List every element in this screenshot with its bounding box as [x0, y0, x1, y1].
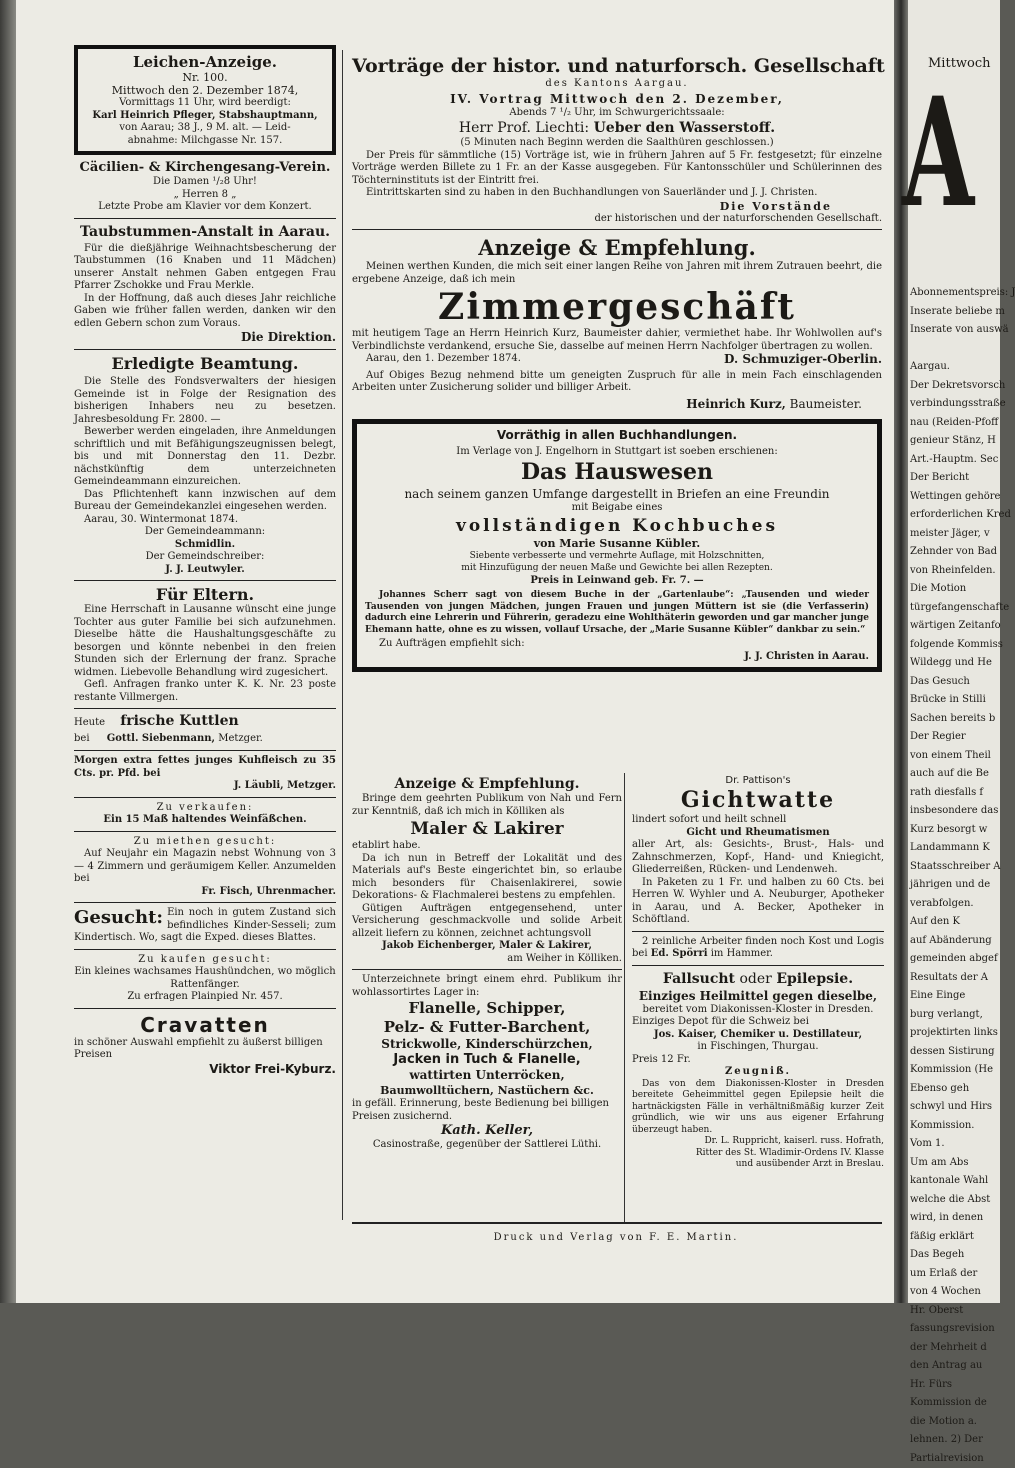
- epi-t4: Einziges Heilmittel gegen dieselbe,: [632, 988, 884, 1004]
- np-line: Das Gesuch: [910, 673, 1015, 692]
- divider: [352, 229, 882, 230]
- epi-s1: Dr. L. Ruppricht, kaiserl. russ. Hofrath,: [632, 1136, 884, 1148]
- kuttlen-l1b: frische Kuttlen: [120, 713, 238, 729]
- cravatten-title: Cravatten: [74, 1013, 336, 1037]
- divider: [74, 750, 336, 751]
- np-line: Kommission de: [910, 1394, 1015, 1413]
- beamtung-name2: J. J. Leutwyler.: [74, 564, 336, 577]
- epilepsie-ad: [632, 970, 884, 1171]
- vortraege-p1: Der Preis für sämmtliche (15) Vorträge ist, wie in frühern Jahren auf 5 Fr. festgesetzt; für einzelne Vorträge werden Billete zu 1 Fr. an der Kasse ausgegeben. Für Kantonsschüler und Schülerinnen des Töchterninstituts ist der Eintritt frei.: [352, 150, 882, 188]
- vortraege-sig1: Die Vorstände: [352, 200, 832, 213]
- np-line: wärtigen Zeitanfo: [910, 617, 1015, 636]
- adjacent-page: [908, 0, 1000, 1303]
- kuttlen-l2c: Metzger.: [218, 733, 263, 744]
- np-line: Kommission (He: [910, 1061, 1015, 1080]
- np-line: verabfolgen.: [910, 895, 1015, 914]
- flanelle-l5: wattirten Unterröcken,: [352, 1068, 622, 1083]
- np-text: [910, 284, 1015, 1468]
- vortraege-sig2: der historischen und der naturforschenden Gesellschaft.: [352, 213, 882, 226]
- vortraege-l4: (5 Minuten nach Beginn werden die Saalthüren geschlossen.): [352, 137, 882, 150]
- divider: [74, 949, 336, 950]
- vortraege-title: Vorträge der histor. und naturforsch. Gesellschaft: [352, 55, 882, 78]
- np-line: der Mehrheit d: [910, 1339, 1015, 1358]
- taub-p2: In der Hoffnung, daß auch dieses Jahr reichliche Gaben wie früher fallen werden, danken wir den edlen Gebern schon zum Voraus.: [74, 293, 336, 331]
- gicht-pre: Dr. Pattison's: [632, 775, 884, 787]
- arbeiter-tail: im Hammer.: [711, 948, 773, 959]
- taub-p1: Für die dießjährige Weihnachtsbescherung der Taubstummen (16 Knaben und 11 Mädchen) unserer Anstalt nehmen Gaben entgegen Frau Pfarrer Zschokke und Frau Merkle.: [74, 243, 336, 293]
- erledigte-beamtung: [74, 354, 336, 576]
- np-line: auch auf die Be: [910, 765, 1015, 784]
- np-line: von Rheinfelden.: [910, 562, 1015, 581]
- np-line: Zehnder von Bad: [910, 543, 1015, 562]
- taub-title: Taubstummen-Anstalt in Aarau.: [74, 223, 336, 241]
- zimmer-big: Zimmergeschäft: [352, 286, 882, 328]
- verkaufen-title: Zu verkaufen:: [74, 802, 336, 815]
- divider: [74, 580, 336, 581]
- np-line: Um am Abs: [910, 1154, 1015, 1173]
- haus-big: Das Hauswesen: [365, 458, 869, 486]
- np-line: wird, in denen: [910, 1209, 1015, 1228]
- flanelle-intro: Unterzeichnete bringt einem ehrd. Publikum ihr wohlassortirtes Lager in:: [352, 974, 622, 999]
- epi-l2: Einziges Depot für die Schweiz bei: [632, 1016, 884, 1029]
- np-line: rath diesfalls f: [910, 784, 1015, 803]
- flanelle-p: in gefäll. Erinnerung, beste Bedienung bei billigen Preisen zusichernd.: [352, 1098, 622, 1123]
- np-line: die Motion a.: [910, 1413, 1015, 1432]
- epi-t3: Epilepsie.: [776, 971, 853, 987]
- zimmer-p2: mit heutigem Tage an Herrn Heinrich Kurz, Baumeister dahier, vermiethet habe. Ihr Wohlwollen auf's Verbindlichste verdankend, ersuche Sie, dasselbe auf meinen Herrn Nachfolger übertragen zu wollen.: [352, 328, 882, 353]
- np-line: Inserate von auswä: [910, 321, 1015, 340]
- maler-big: Maler & Lakirer: [352, 818, 622, 840]
- leichen-date: Mittwoch den 2. Dezember 1874,: [84, 84, 326, 97]
- haus-l1: Im Verlage von J. Engelhorn in Stuttgart ist soeben erschienen:: [365, 446, 869, 459]
- gicht-title: Gichtwatte: [632, 787, 884, 814]
- flanelle-l1: Flanelle, Schipper,: [352, 999, 622, 1018]
- maler-p2: etablirt habe.: [352, 840, 622, 853]
- right-column: [352, 55, 882, 672]
- footer-rule: [352, 1222, 882, 1224]
- epi-l3: Jos. Kaiser, Chemiker u. Destillateur,: [632, 1029, 884, 1042]
- maler-p1: Bringe dem geehrten Publikum von Nah und Fern zur Kenntniß, daß ich mich in Kölliken als: [352, 793, 622, 818]
- np-line: von 4 Wochen: [910, 1283, 1015, 1302]
- caecilien-title: Cäcilien- & Kirchengesang-Verein.: [74, 159, 336, 176]
- flanelle-ad: [352, 974, 622, 1152]
- gesucht-title: Gesucht:: [74, 907, 163, 929]
- zimmergeschaeft-ad: [352, 234, 882, 413]
- divider: [74, 708, 336, 709]
- haus-l7: Preis in Leinwand geb. Fr. 7. —: [365, 575, 869, 588]
- beamtung-p2: Bewerber werden eingeladen, ihre Anmeldungen schriftlich und mit Befähigungszeugnissen belegt, bis und mit Donnerstag den 11. Dezbr. nächstkünftig dem unterzeichneten Gemeindeammann einzureichen.: [74, 426, 336, 489]
- np-line: von einem Theil: [910, 747, 1015, 766]
- np-line: erforderlichen Kred: [910, 506, 1015, 525]
- maler-sig1: Jakob Eichenberger, Maler & Lakirer,: [352, 940, 622, 953]
- maler-p3: Da ich nun in Betreff der Lokalität und des Materials auf's Beste eingerichtet bin, so erlaube mich besonders für Chaisenlakirerei, sowie Dekorations- & Flachmalerei bestens zu empfehlen.: [352, 853, 622, 903]
- newspaper-page: [16, 0, 894, 1303]
- np-line: projektirten links: [910, 1024, 1015, 1043]
- divider: [74, 831, 336, 832]
- np-line: folgende Kommiss: [910, 636, 1015, 655]
- zimmer-sig2b: Baumeister.: [790, 397, 862, 411]
- zimmer-p3: Auf Obiges Bezug nehmend bitte um geneigten Zuspruch für alle in mein Fach einschlagenden Arbeiten unter Zusicherung solider und billiger Arbeit.: [352, 370, 882, 395]
- np-line: Brücke in Stilli: [910, 691, 1015, 710]
- cravatten-p: in schöner Auswahl empfiehlt zu äußerst billigen Preisen: [74, 1037, 336, 1062]
- kaufen-title: Zu kaufen gesucht:: [74, 954, 336, 967]
- flanelle-addr: Casinostraße, gegenüber der Sattlerei Lüthi.: [352, 1139, 622, 1152]
- zu-miethen: [74, 836, 336, 899]
- vortraege-p2: Eintrittskarten sind zu haben in den Buchhandlungen von Sauerländer und J. J. Christen.: [352, 187, 882, 200]
- gesucht-ad: [74, 907, 336, 945]
- leichen-title: Leichen-Anzeige.: [84, 53, 326, 71]
- maler-title: Anzeige & Empfehlung.: [352, 775, 622, 793]
- kuttlen-l2a: bei: [74, 733, 90, 744]
- np-line: Wettingen gehöre: [910, 488, 1015, 507]
- verkaufen-p: Ein 15 Maß haltendes Weinfäßchen.: [74, 814, 336, 827]
- np-line: Partialrevision: [910, 1450, 1015, 1468]
- arbeiter-p: 2 reinliche Arbeiter finden noch Kost und Logis bei: [632, 936, 884, 960]
- caecilien-l3: Letzte Probe am Klavier vor dem Konzert.: [74, 201, 336, 214]
- np-line: kantonale Wahl: [910, 1172, 1015, 1191]
- eltern-title: Für Eltern.: [74, 585, 336, 604]
- leichen-text3: von Aarau; 38 J., 9 M. alt. — Leid-: [84, 122, 326, 135]
- epi-t1: Fallsucht: [663, 971, 735, 987]
- kuttlen-l1a: Heute: [74, 717, 105, 728]
- epi-l4: in Fischingen, Thurgau.: [632, 1041, 884, 1054]
- np-line: Auf den K: [910, 913, 1015, 932]
- np-line: Inserate beliebe m: [910, 303, 1015, 322]
- miethen-title: Zu miethen gesucht:: [74, 836, 336, 849]
- maler-p4: Gütigen Aufträgen entgegensehend, unter Versicherung geschmackvolle und solide Arbeit allzeit liefern zu können, zeichnet achtungsvoll: [352, 903, 622, 941]
- np-line: türgefangenschafte: [910, 599, 1015, 618]
- vortraege-sub: des Kantons Aargau.: [352, 78, 882, 91]
- np-line: Staatsschreiber A: [910, 858, 1015, 877]
- beamtung-p1: Die Stelle des Fondsverwalters der hiesigen Gemeinde ist in Folge der Resignation des bisherigen Inhabers neu zu besetzen. Jahresbesoldung Fr. 2800. —: [74, 376, 336, 426]
- np-line: Art.-Hauptm. Sec: [910, 451, 1015, 470]
- right-lower-right: [632, 775, 884, 1171]
- gesucht-p: Ein noch in gutem Zustand sich befindliches Kinder-Sesseli; zum Kindertisch. Wo, sagt die Exped. dieses Blattes.: [74, 907, 336, 945]
- leichen-text2: Karl Heinrich Pfleger, Stabshauptmann,: [84, 110, 326, 123]
- column-divider: [342, 50, 343, 1220]
- gicht-p2: In Paketen zu 1 Fr. und halben zu 60 Cts. bei Herren W. Wyhler und A. Neuburger, Apotheker in Aarau, und A. Becker, Apotheker in Schöftland.: [632, 877, 884, 927]
- haus-l6: mit Hinzufügung der neuen Maße und Gewichte bei allen Rezepten.: [365, 562, 869, 575]
- beamtung-name1: Schmidlin.: [74, 539, 336, 552]
- np-line: dessen Sistirung: [910, 1043, 1015, 1062]
- np-line: Die Motion: [910, 580, 1015, 599]
- np-line: Abonnementspreis: J: [910, 284, 1015, 303]
- np-line: auf Abänderung: [910, 932, 1015, 951]
- epi-zeug: Zeugniß.: [632, 1066, 884, 1079]
- np-line: Landammann K: [910, 839, 1015, 858]
- divider: [74, 797, 336, 798]
- taubstummen-anstalt: [74, 223, 336, 346]
- fuer-eltern: [74, 585, 336, 704]
- np-line: Wildegg und He: [910, 654, 1015, 673]
- zimmer-date: Aarau, den 1. Dezember 1874.: [366, 353, 521, 364]
- np-line: Hr. Oberst: [910, 1302, 1015, 1321]
- arbeiter-ad: [632, 936, 884, 961]
- np-line: Aargau.: [910, 358, 1015, 377]
- haus-l4: von Marie Susanne Kübler.: [365, 537, 869, 550]
- np-line: insbesondere das: [910, 802, 1015, 821]
- kuttlen-l2b: Gottl. Siebenmann,: [107, 733, 215, 744]
- np-line: den Antrag au: [910, 1357, 1015, 1376]
- np-line: Kommission.: [910, 1117, 1015, 1136]
- np-line: Sachen bereits b: [910, 710, 1015, 729]
- epi-p: Das von dem Diakonissen-Kloster in Dresden bereitete Geheimmittel gegen Epilepsie heilt die hartnäckigsten Fälle in verhältnißmäßig kurzer Zeit gründlich, wie wir uns aus eigener Erfahrung überzeugt haben.: [632, 1079, 884, 1137]
- np-line: jährigen und de: [910, 876, 1015, 895]
- taub-sig: Die Direktion.: [74, 330, 336, 345]
- caecilien-verein: [74, 159, 336, 214]
- kuhfleisch-ad: [74, 755, 336, 793]
- gichtwatte-ad: [632, 775, 884, 927]
- vortraege-l3b: Ueber den Wasserstoff.: [594, 120, 776, 136]
- vortraege-l1: IV. Vortrag Mittwoch den 2. Dezember,: [352, 91, 882, 107]
- right-lower-left: [352, 775, 622, 1152]
- zu-kaufen: [74, 954, 336, 1004]
- kaufen-p2: Zu erfragen Plainpied Nr. 457.: [74, 991, 336, 1004]
- cravatten-ad: [74, 1013, 336, 1077]
- arbeiter-name: Ed. Spörri: [651, 948, 708, 959]
- kaufen-p: Ein kleines wachsames Haushündchen, wo möglich Rattenfänger.: [74, 966, 336, 991]
- leichen-anzeige: [74, 45, 336, 155]
- maler-sig2: am Weiher in Kölliken.: [352, 953, 622, 966]
- cravatten-sig: Viktor Frei-Kyburz.: [74, 1062, 336, 1077]
- haus-quote: Johannes Scherr sagt von diesem Buche in der „Gartenlaube“: „Tausenden und wieder Tausenden von jungen Mädchen, jungen Frauen und jungen Müttern ist sie (die Verfasserin) dadurch eine Lehrerin und Führerin, geradezu eine Wohlthäterin geworden und gar mancher junge Ehemann hatte, ohne es zu wissen, vollauf Ursache, der „Marie Susanne Kübler“ dankbar zu sein.“: [365, 590, 869, 636]
- miethen-sig: Fr. Fisch, Uhrenmacher.: [74, 886, 336, 899]
- zimmer-sig2a: Heinrich Kurz,: [686, 397, 786, 411]
- haus-l8: Zu Aufträgen empfiehlt sich:: [379, 638, 869, 651]
- leichen-text1: Vormittags 11 Uhr, wird beerdigt:: [84, 97, 326, 110]
- flanelle-sig: Kath. Keller,: [352, 1123, 622, 1139]
- divider: [74, 1008, 336, 1009]
- np-line: um Erlaß der: [910, 1265, 1015, 1284]
- epi-t2: oder: [739, 971, 771, 987]
- caecilien-l1: Die Damen ¹/₂8 Uhr!: [74, 176, 336, 189]
- beamtung-role2: Der Gemeindschreiber:: [74, 551, 336, 564]
- np-header: Mittwoch: [928, 56, 991, 71]
- vortraege-l3a: Herr Prof. Liechti:: [459, 120, 589, 136]
- np-line: meister Jäger, v: [910, 525, 1015, 544]
- gicht-p: aller Art, als: Gesichts-, Brust-, Hals- und Zahnschmerzen, Kopf-, Hand- und Kniegicht, Gliederreißen, Rücken- und Lendenweh.: [632, 839, 884, 877]
- np-line: fassungsrevision: [910, 1320, 1015, 1339]
- left-column: [74, 45, 336, 1079]
- flanelle-l3: Strickwolle, Kinderschürzchen,: [352, 1037, 622, 1052]
- zimmer-sig1: D. Schmuziger-Oberlin.: [724, 353, 882, 366]
- epi-price: Preis 12 Fr.: [632, 1054, 884, 1067]
- eltern-p1: Eine Herrschaft in Lausanne wünscht eine junge Tochter aus guter Familie bei sich aufzunehmen. Dieselbe hätte die Haushaltungsgeschäfte zu besorgen und könnte nebenbei in den freien Stunden sich der Erlernung der franz. Sprache widmen. Liebevolle Behandlung wird zugesichert.: [74, 604, 336, 679]
- maler-ad: [352, 775, 622, 965]
- haus-l5: Siebente verbesserte und vermehrte Auflage, mit Holzschnitten,: [365, 550, 869, 563]
- eltern-p2: Gefl. Anfragen franko unter K. K. Nr. 23 poste restante Villmergen.: [74, 679, 336, 704]
- np-line: Das Begeh: [910, 1246, 1015, 1265]
- divider: [352, 969, 622, 970]
- np-line: lehnen. 2) Der: [910, 1431, 1015, 1450]
- divider: [632, 931, 884, 932]
- np-line: Resultats der A: [910, 969, 1015, 988]
- miethen-p: Auf Neujahr ein Magazin nebst Wohnung von 3 — 4 Zimmern und geräumigem Keller. Anzumelden bei: [74, 848, 336, 886]
- haus-l3: mit Beigabe eines: [365, 502, 869, 515]
- epi-l1: bereitet vom Diakonissen-Kloster in Dresden.: [632, 1004, 884, 1017]
- flanelle-l2: Pelz- & Futter-Barchent,: [352, 1018, 622, 1037]
- kuhfleisch-sig: J. Läubli, Metzger.: [74, 780, 336, 793]
- beamtung-role1: Der Gemeindeammann:: [74, 526, 336, 539]
- np-line: Der Bericht: [910, 469, 1015, 488]
- divider: [74, 349, 336, 350]
- flanelle-l4: Jacken in Tuch & Flanelle,: [352, 1052, 622, 1068]
- np-line: genieur Stänz, H: [910, 432, 1015, 451]
- zimmer-p1: Meinen werthen Kunden, die mich seit einer langen Reihe von Jahren mit ihrem Zutrauen beehrt, die ergebene Anzeige, daß ich mein: [352, 261, 882, 286]
- divider: [74, 902, 336, 903]
- caecilien-l2: „ Herren 8 „: [74, 189, 336, 202]
- flanelle-l6: Baumwolltüchern, Nastüchern &c.: [352, 1083, 622, 1098]
- subcolumn-divider: [624, 773, 625, 1223]
- haus-sig: J. J. Christen in Aarau.: [365, 651, 869, 664]
- beamtung-date: Aarau, 30. Wintermonat 1874.: [74, 514, 336, 527]
- zu-verkaufen: [74, 802, 336, 827]
- np-line: gemeinden abgef: [910, 950, 1015, 969]
- printer-footer: Druck und Verlag von F. E. Martin.: [346, 1232, 886, 1243]
- zimmer-title: Anzeige & Empfehlung.: [352, 234, 882, 261]
- haus-l2: nach seinem ganzen Umfange dargestellt in Briefen an eine Freundin: [365, 486, 869, 502]
- haus-title: Vorräthig in allen Buchhandlungen.: [365, 428, 869, 443]
- epi-s3: und ausübender Arzt in Breslau.: [632, 1159, 884, 1171]
- np-line: Kurz besorgt w: [910, 821, 1015, 840]
- hauswesen-ad: [352, 419, 882, 673]
- np-line: [910, 340, 1015, 359]
- divider: [632, 965, 884, 966]
- leichen-nr: Nr. 100.: [84, 71, 326, 84]
- book-spine: [0, 0, 16, 1303]
- np-line: Vom 1.: [910, 1135, 1015, 1154]
- np-line: nau (Reiden-Pfoff: [910, 414, 1015, 433]
- np-line: schwyl und Hirs: [910, 1098, 1015, 1117]
- haus-big2: vollständigen Kochbuches: [365, 515, 869, 537]
- leichen-text4: abnahme: Milchgasse Nr. 157.: [84, 135, 326, 148]
- beamtung-title: Erledigte Beamtung.: [74, 354, 336, 374]
- np-line: Der Regier: [910, 728, 1015, 747]
- kuhfleisch-p: Morgen extra fettes junges Kuhfleisch zu 35 Cts. pr. Pfd. bei: [74, 755, 336, 780]
- np-line: verbindungsstraße: [910, 395, 1015, 414]
- gicht-l2: Gicht und Rheumatismen: [632, 827, 884, 840]
- np-line: Der Dekretsvorsch: [910, 377, 1015, 396]
- divider: [74, 218, 336, 219]
- beamtung-p3: Das Pflichtenheft kann inzwischen auf dem Bureau der Gemeindekanzlei eingesehen werden.: [74, 489, 336, 514]
- gicht-l1: lindert sofort und heilt schnell: [632, 814, 884, 827]
- np-line: fäßig erklärt: [910, 1228, 1015, 1247]
- kuttlen-ad: [74, 713, 336, 746]
- masthead-fragment: A: [902, 78, 974, 228]
- np-line: Ebenso geh: [910, 1080, 1015, 1099]
- np-line: welche die Abst: [910, 1191, 1015, 1210]
- epi-s2: Ritter des St. Wladimir-Ordens IV. Klasse: [632, 1148, 884, 1160]
- np-line: Eine Einge: [910, 987, 1015, 1006]
- vortraege-l2: Abends 7 ¹/₂ Uhr, im Schwurgerichtssaale:: [352, 107, 882, 120]
- np-line: Hr. Fürs: [910, 1376, 1015, 1395]
- np-line: burg verlangt,: [910, 1006, 1015, 1025]
- vortraege-ad: [352, 55, 882, 225]
